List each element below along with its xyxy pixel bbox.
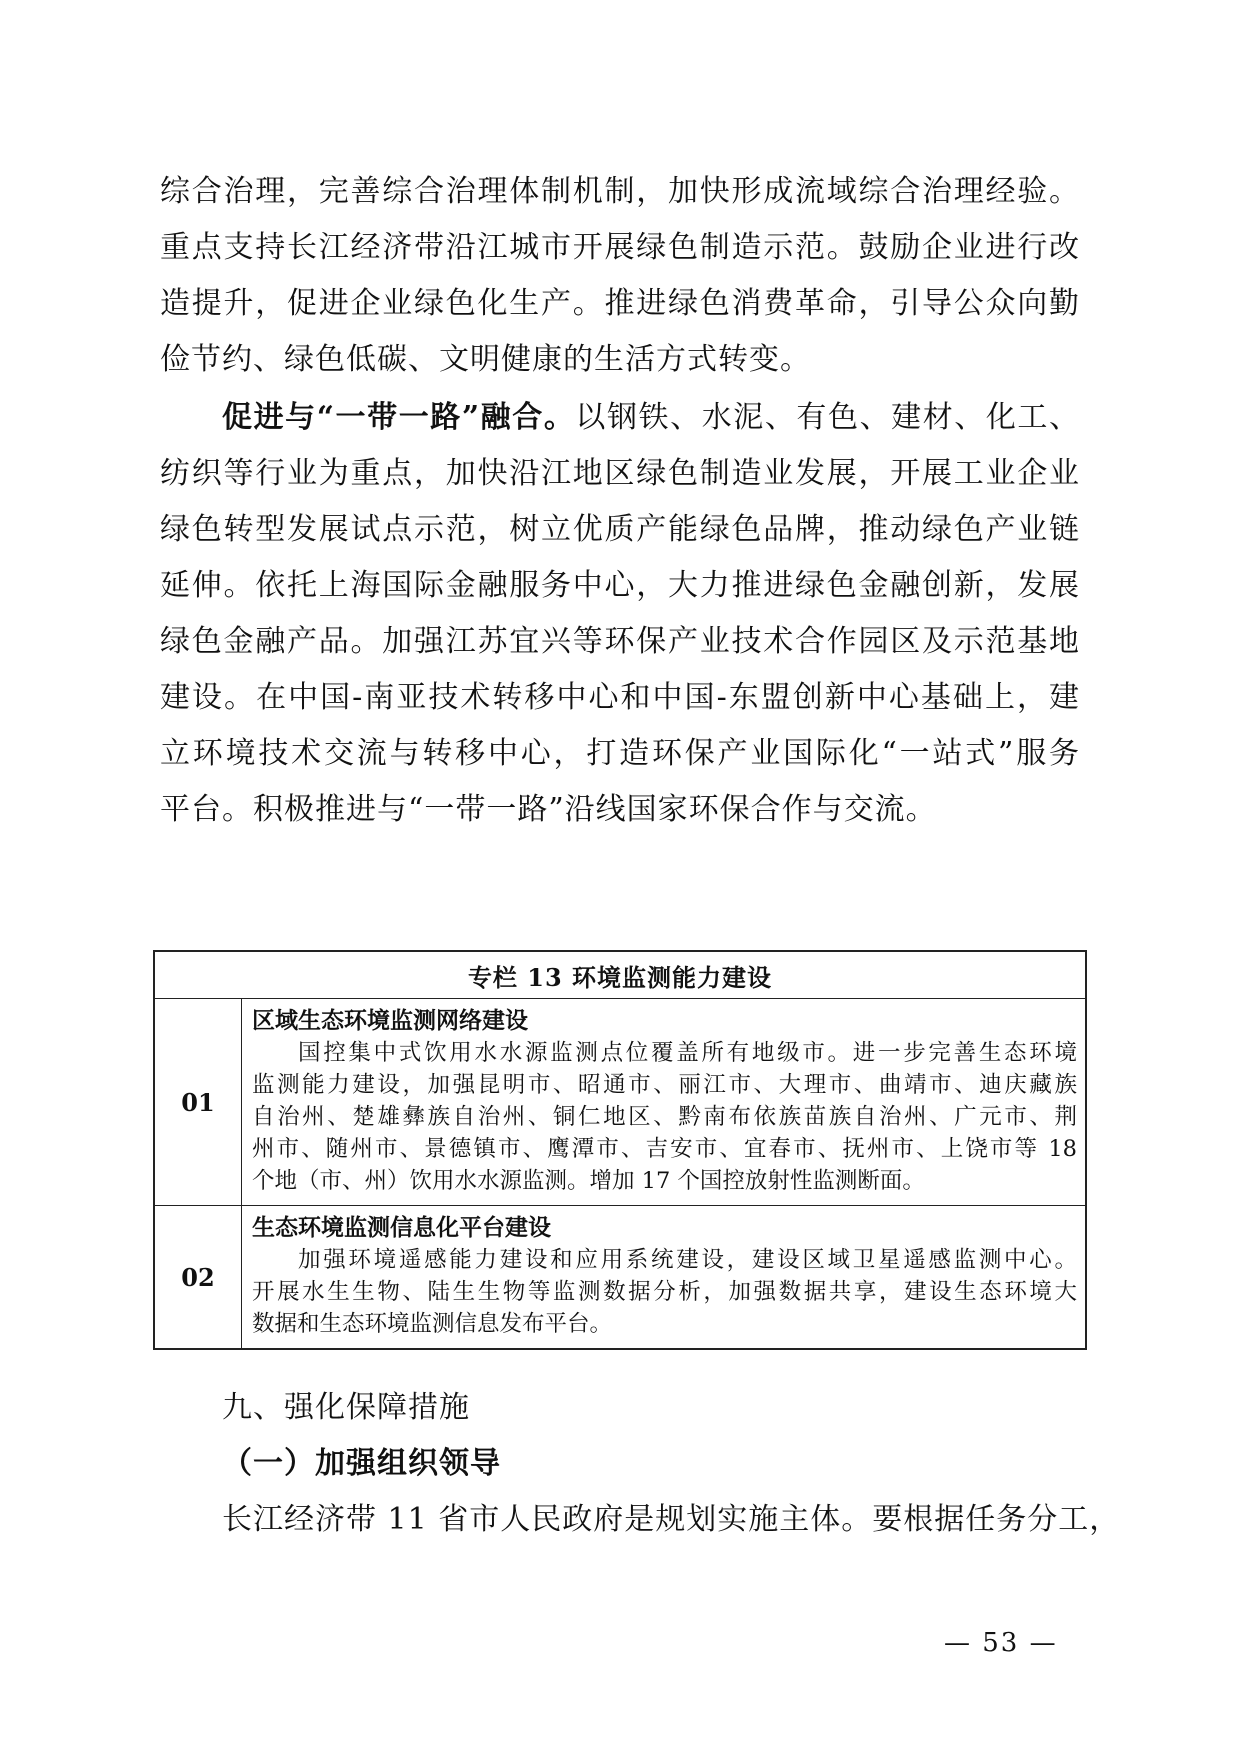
paragraph-first-line [222, 398, 1080, 438]
paragraph-line: 综合治理，完善综合治理体制机制，加快形成流域综合治理经验。 [160, 174, 1080, 209]
row-title: 生态环境监测信息化平台建设 [252, 1214, 551, 1241]
paragraph-line: 造提升，促进企业绿色化生产。推进绿色消费革命，引导公众向勤 [160, 286, 1080, 321]
feature-box-table [153, 950, 1087, 1350]
row-title: 区域生态环境监测网络建设 [252, 1007, 528, 1034]
row-text-line: 个地（市、州）饮用水水源监测。增加 17 个国控放射性监测断面。 [252, 1168, 925, 1194]
paragraph-line: 纺织等行业为重点，加快沿江地区绿色制造业发展，开展工业企业 [160, 456, 1080, 491]
row-text-line: 国控集中式饮用水水源监测点位覆盖所有地级市。进一步完善生态环境 [298, 1040, 1077, 1066]
paragraph-line: 绿色金融产品。加强江苏宜兴等环保产业技术合作园区及示范基地 [160, 624, 1080, 659]
paragraph-line: 立环境技术交流与转移中心，打造环保产业国际化“一站式”服务 [160, 736, 1080, 771]
paragraph-line: 长江经济带 11 省市人民政府是规划实施主体。要根据任务分工， [222, 1502, 1121, 1537]
paragraph-line: 建设。在中国-南亚技术转移中心和中国-东盟创新中心基础上，建 [160, 680, 1080, 715]
row-text-line: 数据和生态环境监测信息发布平台。 [252, 1311, 613, 1337]
paragraph-line: 重点支持长江经济带沿江城市开展绿色制造示范。鼓励企业进行改 [160, 230, 1080, 265]
row-text-line: 开展水生生物、陆生生物等监测数据分析，加强数据共享，建设生态环境大 [252, 1279, 1077, 1305]
row-text-line: 自治州、楚雄彝族自治州、铜仁地区、黔南布依族苗族自治州、广元市、荆 [252, 1104, 1077, 1130]
paragraph-lead-rest: 以钢铁、水泥、有色、建材、化工、 [575, 400, 1081, 435]
page-number: — 53 — [944, 1628, 1058, 1658]
paragraph-line: 平台。积极推进与“一带一路”沿线国家环保合作与交流。 [160, 792, 937, 827]
row-content [242, 999, 1087, 1206]
paragraph-line: 俭节约、绿色低碳、文明健康的生活方式转变。 [160, 342, 811, 377]
row-content [242, 1206, 1087, 1350]
paragraph-lead: 促进与“一带一路”融合。 [222, 400, 576, 435]
row-number: 02 [154, 1206, 242, 1350]
row-number: 01 [154, 999, 242, 1206]
section-heading: 九、强化保障措施 [222, 1390, 470, 1425]
box-title: 专栏 13 环境监测能力建设 [154, 951, 1086, 999]
paragraph-line: 绿色转型发展试点示范，树立优质产能绿色品牌，推动绿色产业链 [160, 512, 1080, 547]
row-text-line: 加强环境遥感能力建设和应用系统建设，建设区域卫星遥感监测中心。 [298, 1247, 1077, 1273]
paragraph-line: 延伸。依托上海国际金融服务中心，大力推进绿色金融创新，发展 [160, 568, 1080, 603]
row-text-line: 监测能力建设，加强昆明市、昭通市、丽江市、大理市、曲靖市、迪庆藏族 [252, 1072, 1077, 1098]
subsection-heading: （一）加强组织领导 [222, 1446, 501, 1481]
row-text-line: 州市、随州市、景德镇市、鹰潭市、吉安市、宜春市、抚州市、上饶市等 18 [252, 1136, 1077, 1162]
